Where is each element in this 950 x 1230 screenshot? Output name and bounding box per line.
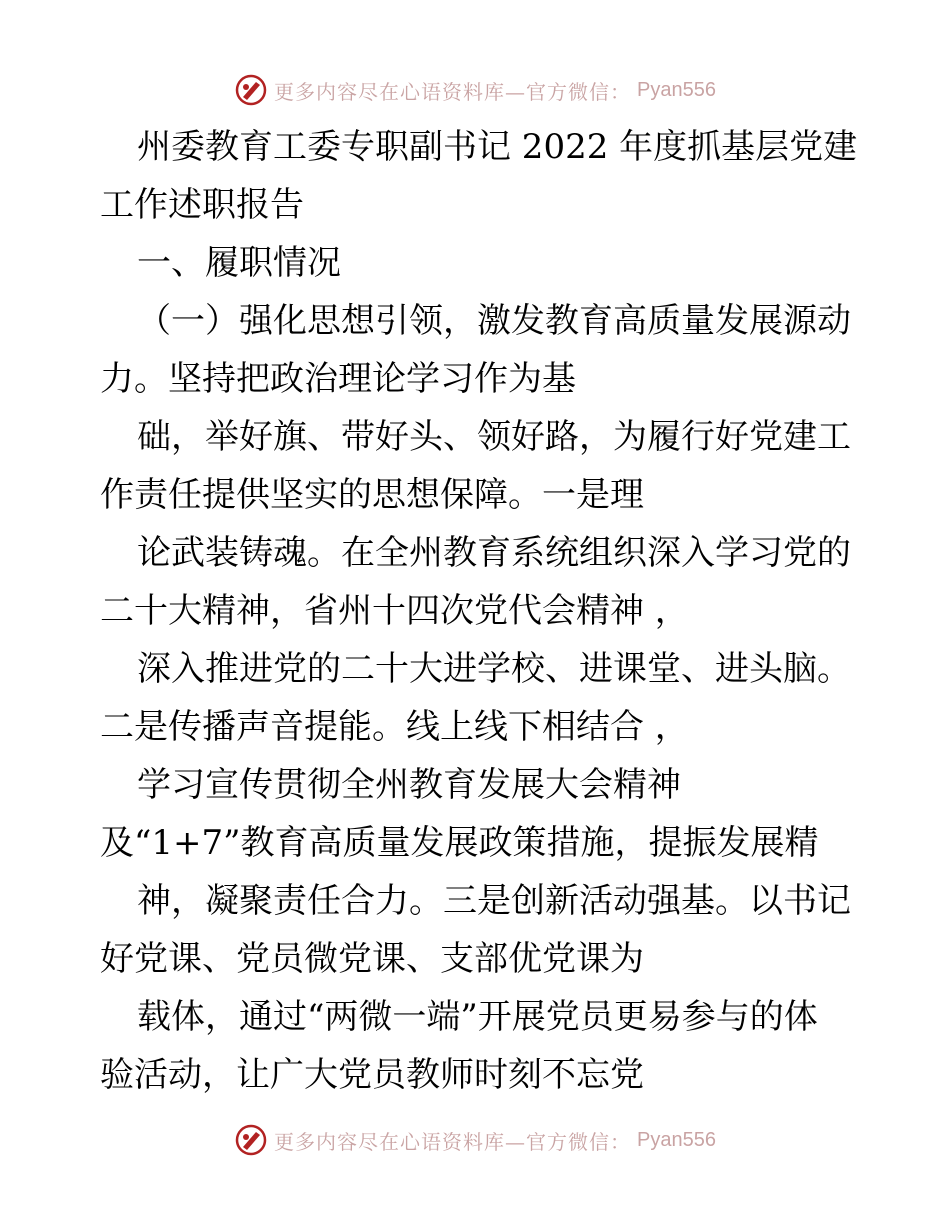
paragraph-line: 好党课、党员微党课、支部优党课为 <box>100 939 644 979</box>
doc-title-line-2: 工作述职报告 <box>100 185 304 225</box>
paragraph-line: 学习宣传贯彻全州教育发展大会精神 <box>137 765 681 805</box>
header-watermark-banner <box>0 70 950 110</box>
paragraph-line: 二十大精神，省州十四次党代会精神 ， <box>100 591 689 631</box>
paragraph-line: 论武装铸魂。在全州教育系统组织深入学习党的 <box>137 533 851 573</box>
paragraph-line: 神，凝聚责任合力。三是创新活动强基。以书记 <box>137 881 851 921</box>
paragraph-line: 二是传播声音提能。线上线下相结合 ， <box>100 707 689 747</box>
brand-logo-icon <box>234 73 268 107</box>
brand-logo-icon <box>234 1123 268 1157</box>
banner-wechat-id: Pyan556 <box>637 1128 716 1151</box>
footer-watermark-banner <box>0 1120 950 1160</box>
paragraph-line: 及“1+7”教育高质量发展政策措施，提振发展精 <box>100 823 819 863</box>
paragraph-line: 深入推进党的二十大进学校、进课堂、进头脑。 <box>137 649 851 689</box>
paragraph-line: 础，举好旗、带好头、领好路，为履行好党建工 <box>137 417 851 457</box>
doc-title-line-1: 州委教育工委专职副书记 2022 年度抓基层党建 <box>137 127 858 167</box>
paragraph-line: 载体，通过“两微一端”开展党员更易参与的体 <box>137 997 818 1037</box>
paragraph-line: （一）强化思想引领，激发教育高质量发展源动 <box>137 301 851 341</box>
paragraph-line: 力。坚持把政治理论学习作为基 <box>100 359 576 399</box>
section-heading: 一、履职情况 <box>137 243 341 283</box>
paragraph-line: 作责任提供坚实的思想保障。一是理 <box>100 475 644 515</box>
banner-text: 更多内容尽在心语资料库—官方微信： <box>274 79 632 104</box>
banner-wechat-id: Pyan556 <box>637 78 716 101</box>
banner-text: 更多内容尽在心语资料库—官方微信： <box>274 1129 632 1154</box>
paragraph-line: 验活动，让广大党员教师时刻不忘党 <box>100 1055 644 1095</box>
